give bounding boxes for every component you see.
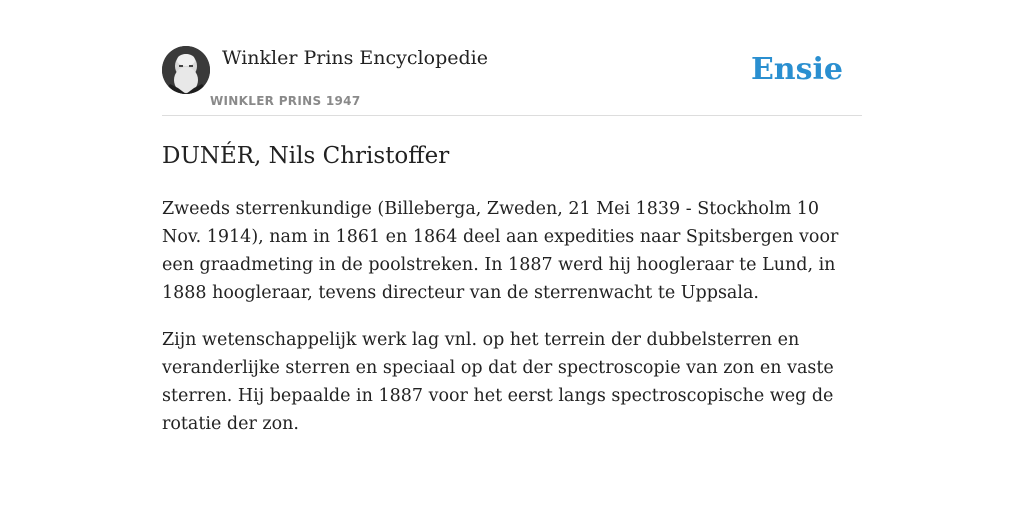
source-header: [162, 46, 862, 116]
source-subtitle: WINKLER PRINS 1947: [210, 94, 361, 108]
brand-logo-link[interactable]: Ensie: [750, 52, 843, 87]
source-avatar-icon[interactable]: [162, 46, 210, 94]
entry-body: [162, 195, 862, 438]
entry-title: DUNÉR, Nils Christoffer: [162, 143, 450, 169]
entry-paragraph: Zijn wetenschappelijk werk lag vnl. op het terrein der dubbelsterren en veranderlijke sterren en speciaal op dat der spectroscopie van zon en vaste sterren. Hij bepaalde in 1887 voor het eerst langs spectroscopische weg de rotatie der zon.: [162, 330, 834, 434]
source-title[interactable]: Winkler Prins Encyclopedie: [222, 47, 488, 69]
entry-paragraph: Zweeds sterrenkundige (Billeberga, Zweden, 21 Mei 1839 - Stockholm 10 Nov. 1914), nam in 1861 en 1864 deel aan expedities naar Spitsbergen voor een graadmeting in de poolstreken. In 1887 werd hij hoogleraar te Lund, in 1888 hoogleraar, tevens directeur van de sterrenwacht te Uppsala.: [162, 199, 839, 303]
page: [162, 0, 862, 438]
